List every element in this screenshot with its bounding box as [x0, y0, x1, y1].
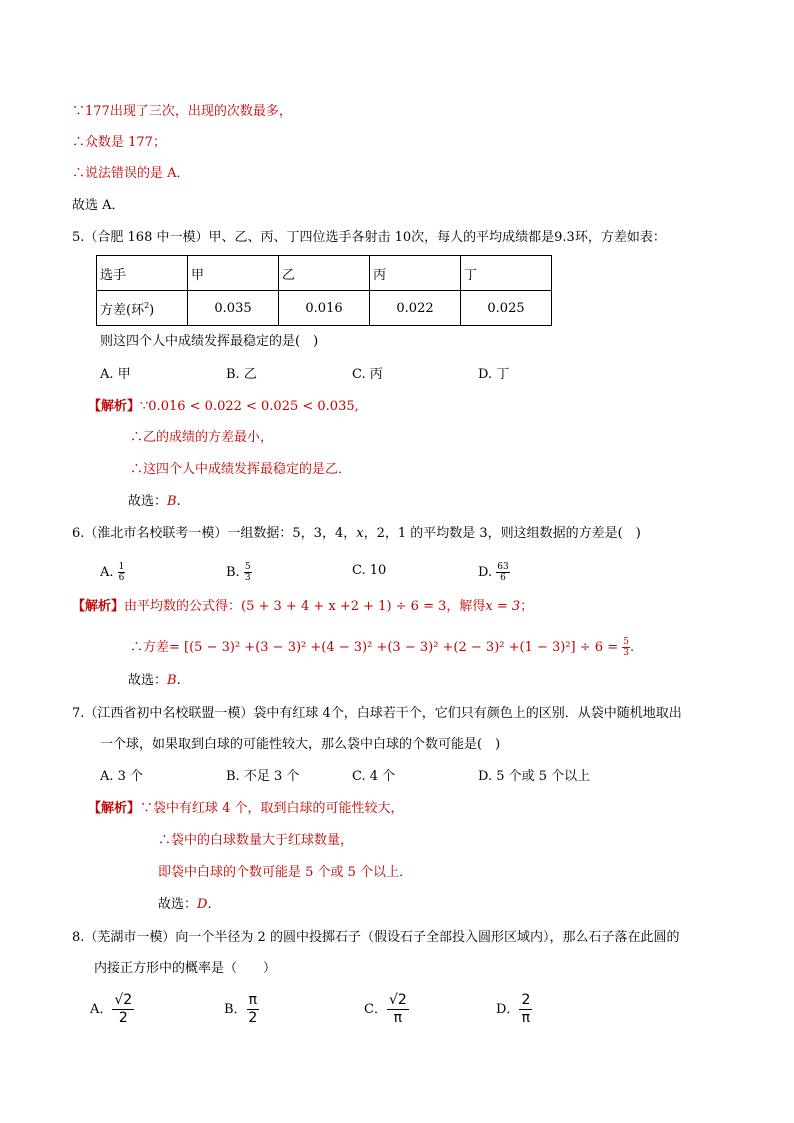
table-cell: 0.016 — [279, 291, 370, 326]
q5-solution-3: ∴这四个人中成绩发挥最稳定的是乙． — [130, 462, 352, 477]
q7-solution-2: ∴袋中的白球数量大于红球数量， — [158, 833, 354, 848]
table-cell: 0.022 — [370, 291, 461, 326]
q8-option-a: A． $\frac{√2}{2}$ — [90, 992, 133, 1026]
q7-stem-2: 一个球，如果取到白球的可能性较大，那么袋中白球的个数可能是( ) — [100, 737, 501, 752]
q5-option-c: C. 丙 — [352, 367, 383, 382]
q7-option-a: A. 3 个 — [100, 769, 144, 784]
q8-option-b: B． $\frac{\pi}{2}$ — [224, 992, 258, 1026]
q6-solution-2: ∴方差= [(5 − 3)² +(3 − 3)² +(4 − 3)² +(3 − 3)² +(2 − 3)² +(1 − 3)²] ÷ 6 = $\frac{5}{3}$ . — [130, 637, 635, 658]
table-row — [97, 256, 552, 291]
q6-solution-1: 【解析】由平均数的公式得：(5 + 3 + 4 + x +2 + 1) ÷ 6 = 3，解得x = 3； — [72, 599, 534, 614]
q7-option-c: C. 4 个 — [352, 769, 396, 784]
table-cell: 丁 — [461, 256, 552, 291]
q6-answer: 故选：B. — [128, 673, 181, 688]
answer-line: 故选 A． — [72, 198, 125, 213]
variance-table — [96, 255, 552, 326]
q5-option-b: B. 乙 — [226, 367, 257, 382]
q6-option-c: C. 10 — [352, 563, 387, 578]
q7-answer: 故选：D. — [158, 897, 212, 912]
table-cell: 乙 — [279, 256, 370, 291]
q7-solution-3: 即袋中白球的个数可能是 5 个或 5 个以上． — [158, 865, 413, 880]
q7-option-d: D. 5 个或 5 个以上 — [478, 769, 591, 784]
solution-line-3: ∴说法错误的是 A． — [72, 166, 190, 181]
table-cell: 0.035 — [188, 291, 279, 326]
table-cell: 甲 — [188, 256, 279, 291]
q5-solution-2: ∴乙的成绩的方差最小， — [130, 430, 274, 445]
solution-line-2: ∴众数是 177； — [72, 135, 166, 150]
q8-stem-2: 内接正方形中的概率是（ ） — [94, 961, 277, 976]
solution-line-1: ∵177出现了三次，出现的次数最多， — [72, 104, 292, 119]
q8-option-d: D． $\frac{2}{\pi}$ — [496, 992, 531, 1026]
q6-stem: 6.（淮北市名校联考一模）一组数据：5，3，4，x，2，1 的平均数是 3，则这组数据的方差是( ) — [72, 526, 641, 541]
table-cell: 方差(环$^2$) — [97, 291, 188, 326]
q7-stem-1: 7.（江西省初中名校联盟一模）袋中有红球 4个，白球若干个，它们只有颜色上的区别．从袋中随机地取出 — [72, 706, 682, 721]
q5-answer: 故选：B. — [128, 494, 181, 509]
q6-option-a: A. $\frac{1}{6}$ — [100, 562, 125, 583]
q6-option-d: D. $\frac{63}{6}$ — [478, 562, 509, 583]
q5-option-d: D. 丁 — [478, 367, 510, 382]
table-cell: 0.025 — [461, 291, 552, 326]
q7-solution-1: 【解析】∵袋中有红球 4 个，取到白球的可能性较大， — [88, 801, 404, 816]
q5-solution-1: 【解析】∵0.016 < 0.022 < 0.025 < 0.035, — [88, 399, 359, 414]
q6-option-b: B. $\frac{5}{3}$ — [226, 562, 251, 583]
q7-option-b: B. 不足 3 个 — [226, 769, 300, 784]
table-row — [97, 291, 552, 326]
q8-stem-1: 8.（芜湖市一模）向一个半径为 2 的圆中投掷石子（假设石子全部投入圆形区域内），那么石子落在此圆的 — [72, 930, 680, 945]
q5-question: 则这四个人中成绩发挥最稳定的是( ) — [100, 334, 319, 349]
q5-stem: 5.（合肥 168 中一模）甲、乙、丙、丁四位选手各射击 10次，每人的平均成绩都是9.3环，方差如表： — [72, 230, 666, 245]
table-cell: 丙 — [370, 256, 461, 291]
q5-option-a: A. 甲 — [100, 367, 131, 382]
table-cell: 选手 — [97, 256, 188, 291]
q8-option-c: C． $\frac{√2}{\pi}$ — [364, 992, 407, 1026]
